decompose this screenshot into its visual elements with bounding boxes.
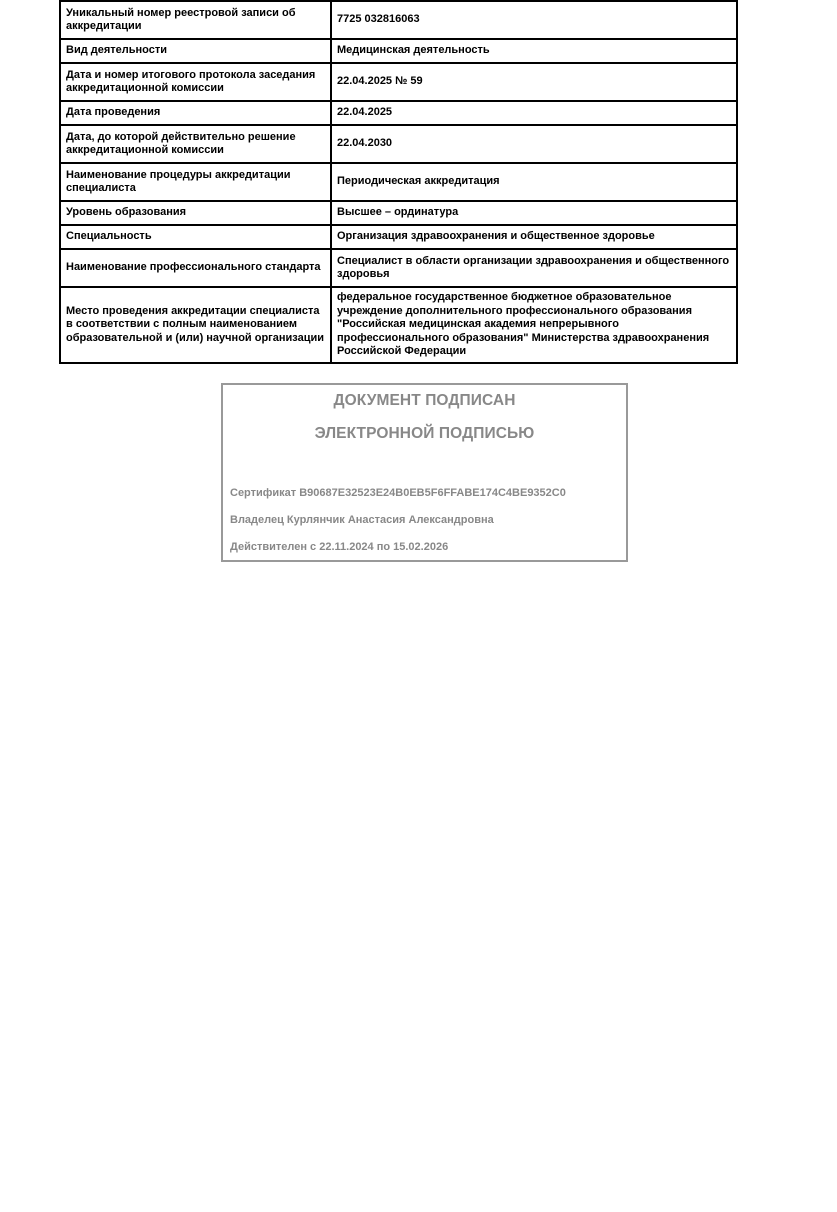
- row-value: 22.04.2025 № 59: [331, 63, 737, 101]
- accreditation-record-table: [59, 0, 738, 364]
- table-row: [60, 249, 737, 287]
- row-label: Дата, до которой действительно решение аккредитационной комиссии: [60, 125, 331, 163]
- row-label: Место проведения аккредитации специалиста в соответствии с полным наименованием образовательной и (или) научной организации: [60, 287, 331, 363]
- row-value: 7725 032816063: [331, 1, 737, 39]
- table-row: [60, 125, 737, 163]
- row-label: Наименование процедуры аккредитации специалиста: [60, 163, 331, 201]
- row-label: Наименование профессионального стандарта: [60, 249, 331, 287]
- stamp-title-line1: ДОКУМЕНТ ПОДПИСАН: [333, 392, 516, 409]
- row-value: Организация здравоохранения и общественное здоровье: [331, 225, 737, 249]
- row-value: Медицинская деятельность: [331, 39, 737, 63]
- row-label: Уникальный номер реестровой записи об аккредитации: [60, 1, 331, 39]
- stamp-validity: Действителен с 22.11.2024 по 15.02.2026: [230, 541, 449, 553]
- table-row: [60, 39, 737, 63]
- stamp-title-line2: ЭЛЕКТРОННОЙ ПОДПИСЬЮ: [314, 425, 535, 442]
- row-value: федеральное государственное бюджетное образовательное учреждение дополнительного профессионального образования "Российская медицинская академия непрерывного профессионального образования" Министерства здравоохранения Российской Федерации: [331, 287, 737, 363]
- table-row: [60, 287, 737, 363]
- row-value: Высшее – ординатура: [331, 201, 737, 225]
- row-value: 22.04.2030: [331, 125, 737, 163]
- row-value: Периодическая аккредитация: [331, 163, 737, 201]
- row-value: 22.04.2025: [331, 101, 737, 125]
- table-row: [60, 225, 737, 249]
- row-label: Вид деятельности: [60, 39, 331, 63]
- stamp-owner: Владелец Курлянчик Анастасия Александровна: [230, 514, 494, 526]
- row-value: Специалист в области организации здравоохранения и общественного здоровья: [331, 249, 737, 287]
- table-row: [60, 1, 737, 39]
- row-label: Уровень образования: [60, 201, 331, 225]
- stamp-certificate: Сертификат B90687E32523E24B0EB5F6FFABE174C4BE9352C0: [230, 487, 566, 499]
- table-row: [60, 63, 737, 101]
- table-row: [60, 163, 737, 201]
- row-label: Дата проведения: [60, 101, 331, 125]
- table-row: [60, 201, 737, 225]
- row-label: Специальность: [60, 225, 331, 249]
- row-label: Дата и номер итогового протокола заседания аккредитационной комиссии: [60, 63, 331, 101]
- table-row: [60, 101, 737, 125]
- electronic-signature-stamp: [221, 383, 628, 562]
